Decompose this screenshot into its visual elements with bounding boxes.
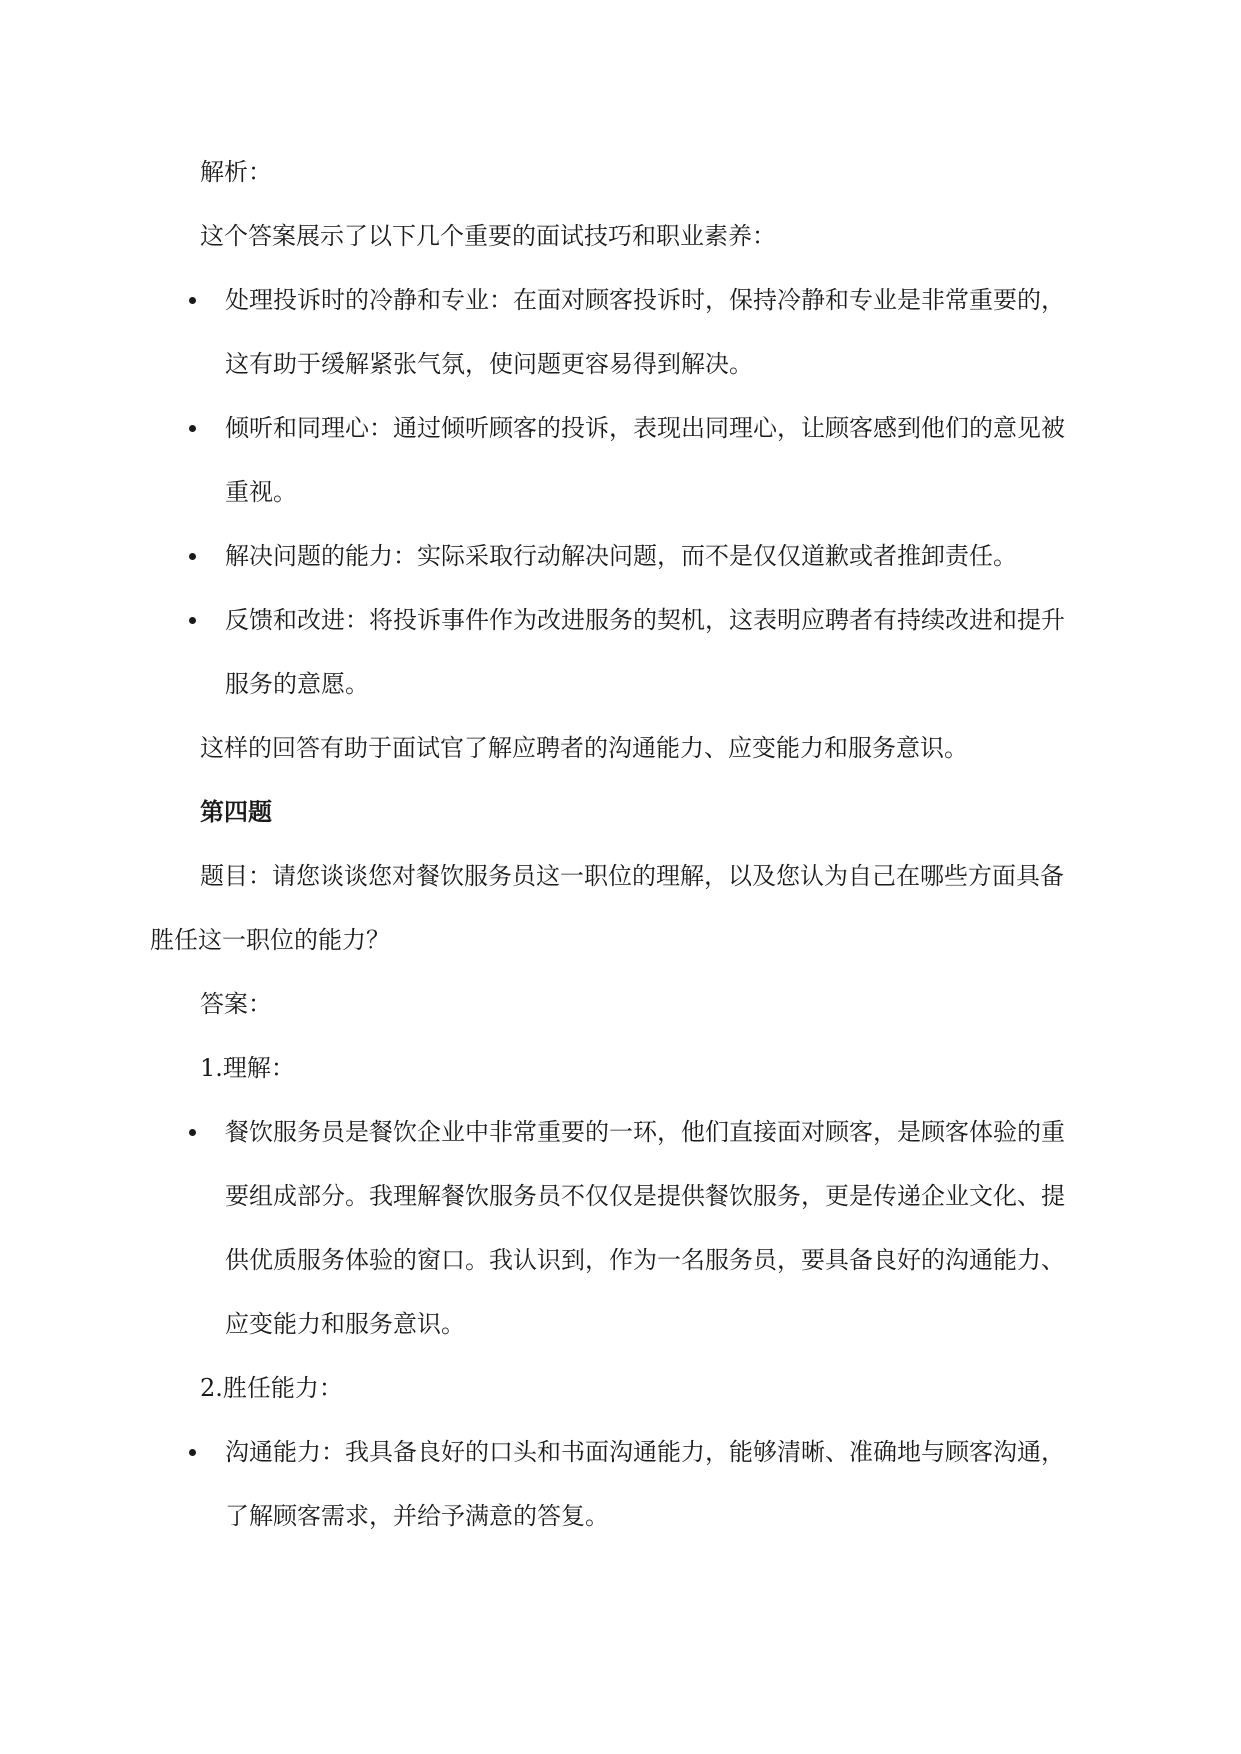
bullet-icon bbox=[189, 1129, 196, 1136]
list-item-continuation: 这有助于缓解紧张气氛，使问题更容易得到解决。 bbox=[225, 350, 753, 378]
list-item bbox=[150, 588, 1095, 652]
page-content bbox=[150, 140, 1095, 1548]
answer-label: 答案： bbox=[200, 990, 272, 1018]
list-item-text: 处理投诉时的冷静和专业：在面对顾客投诉时，保持冷静和专业是非常重要的， bbox=[225, 286, 1065, 314]
list-item-continuation: 了解顾客需求，并给予满意的答复。 bbox=[225, 1502, 609, 1530]
bullet-icon bbox=[189, 617, 196, 624]
list-item-text: 反馈和改进：将投诉事件作为改进服务的契机，这表明应聘者有持续改进和提升 bbox=[225, 606, 1065, 634]
list-item-continuation: 应变能力和服务意识。 bbox=[225, 1310, 465, 1338]
bullet-icon bbox=[189, 425, 196, 432]
analysis-intro: 这个答案展示了以下几个重要的面试技巧和职业素养： bbox=[200, 222, 776, 250]
analysis-heading: 解析： bbox=[200, 158, 272, 186]
list-item-text: 倾听和同理心：通过倾听顾客的投诉，表现出同理心，让顾客感到他们的意见被 bbox=[225, 414, 1065, 442]
bullet-icon bbox=[189, 553, 196, 560]
question-prompt: 题目：请您谈谈您对餐饮服务员这一职位的理解，以及您认为自己在哪些方面具备 bbox=[200, 862, 1064, 890]
part1-label: 1.理解： bbox=[200, 1054, 295, 1082]
bullet-icon bbox=[189, 1449, 196, 1456]
part2-label: 2.胜任能力： bbox=[200, 1374, 343, 1402]
question-title: 第四题 bbox=[200, 797, 272, 826]
bullet-icon bbox=[189, 297, 196, 304]
list-item bbox=[150, 396, 1095, 460]
list-item bbox=[150, 524, 1095, 588]
list-item bbox=[150, 1420, 1095, 1484]
list-item-text: 沟通能力：我具备良好的口头和书面沟通能力，能够清晰、准确地与顾客沟通， bbox=[225, 1438, 1065, 1466]
list-item-continuation: 供优质服务体验的窗口。我认识到，作为一名服务员，要具备良好的沟通能力、 bbox=[225, 1246, 1065, 1274]
list-item bbox=[150, 268, 1095, 332]
list-item-continuation: 要组成部分。我理解餐饮服务员不仅仅是提供餐饮服务，更是传递企业文化、提 bbox=[225, 1182, 1065, 1210]
list-item-continuation: 服务的意愿。 bbox=[225, 670, 369, 698]
list-item-text: 解决问题的能力：实际采取行动解决问题，而不是仅仅道歉或者推卸责任。 bbox=[225, 542, 1017, 570]
list-item-text: 餐饮服务员是餐饮企业中非常重要的一环，他们直接面对顾客，是顾客体验的重 bbox=[225, 1118, 1065, 1146]
list-item-continuation: 重视。 bbox=[225, 478, 297, 506]
question-prompt-continuation: 胜任这一职位的能力？ bbox=[150, 926, 390, 954]
list-item bbox=[150, 1100, 1095, 1164]
analysis-conclusion: 这样的回答有助于面试官了解应聘者的沟通能力、应变能力和服务意识。 bbox=[200, 734, 968, 762]
